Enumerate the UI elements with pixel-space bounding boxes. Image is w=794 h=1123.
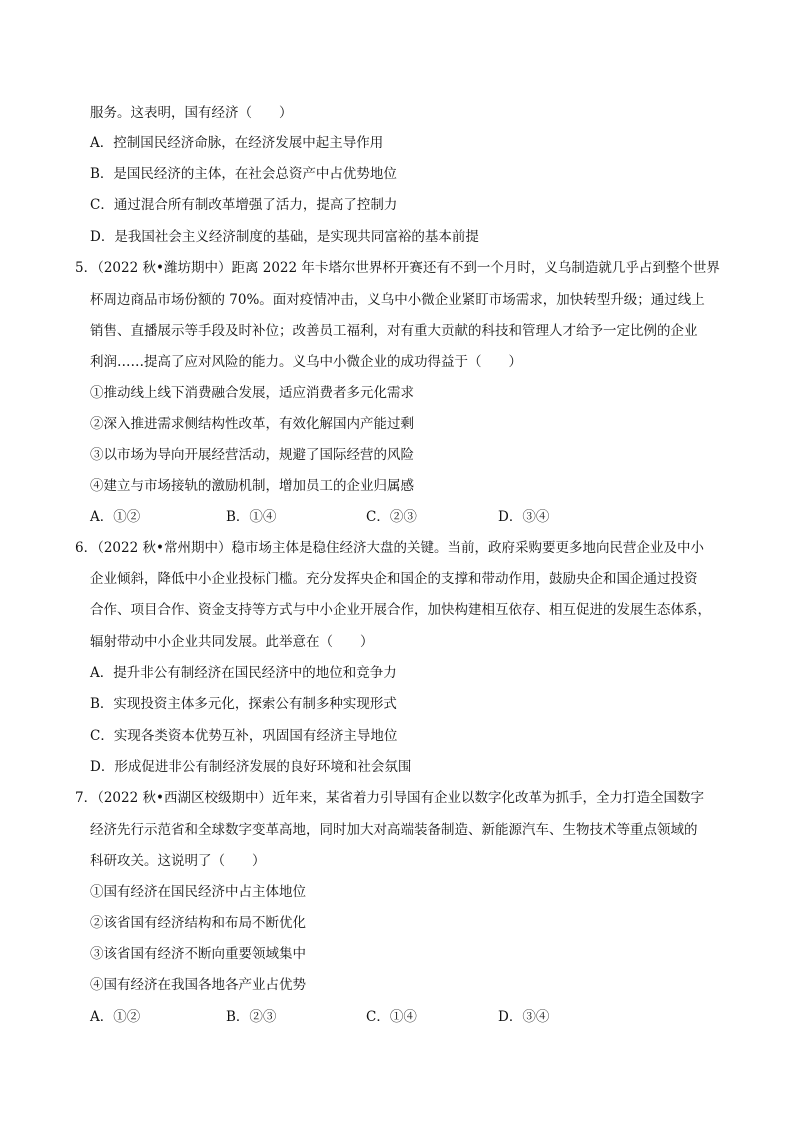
q4-option-d: D．是我国社会主义经济制度的基础，是实现共同富裕的基本前提 <box>90 229 479 245</box>
q6-stem-line-4: 辐射带动中小企业共同发展。此举意在（ ） <box>90 634 374 650</box>
q7-item-1: ①国有经济在国民经济中占主体地位 <box>90 884 306 900</box>
q6-option-c: C．实现各类资本优势互补，巩固国有经济主导地位 <box>90 728 398 744</box>
q7-stem-line-1: 7．（2022 秋•西湖区校级期中）近年来，某省着力引导国有企业以数字化改革为抓手，全力打造全国数字 <box>75 790 704 806</box>
q6-stem-line-2: 企业倾斜，降低中小企业投标门槛。充分发挥央企和国企的支撑和带动作用，鼓励央企和国企通过投资 <box>90 571 698 587</box>
q4-option-b: B．是国民经济的主体，在社会总资产中占优势地位 <box>90 166 397 182</box>
q5-stem-line-4: 利润……提高了应对风险的能力。义乌中小微企业的成功得益于（ ） <box>90 354 522 370</box>
q5-option-c: C．②③ <box>366 509 417 525</box>
q7-option-a: A．①② <box>90 1009 141 1025</box>
q5-item-3: ③以市场为导向开展经营活动，规避了国际经营的风险 <box>90 447 414 463</box>
q5-options <box>90 507 730 527</box>
q5-stem-line-1: 5．（2022 秋•潍坊期中）距离 2022 年卡塔尔世界杯开赛还有不到一个月时，义乌制造就几乎占到整个世界 <box>75 260 720 276</box>
q7-options <box>90 1007 730 1027</box>
q7-stem-line-2: 经济先行示范省和全球数字变革高地，同时加大对高端装备制造、新能源汽车、生物技术等重点领域的 <box>90 822 698 838</box>
q7-stem-line-3: 科研攻关。这说明了（ ） <box>90 853 266 869</box>
q7-option-d: D．③④ <box>498 1009 550 1025</box>
q5-option-d: D．③④ <box>498 509 550 525</box>
q5-item-4: ④建立与市场接轨的激励机制，增加员工的企业归属感 <box>90 478 414 494</box>
q7-item-3: ③该省国有经济不断向重要领域集中 <box>90 946 306 962</box>
q4-option-c: C．通过混合所有制改革增强了活力，提高了控制力 <box>90 197 398 213</box>
q6-stem-line-3: 合作、项目合作、资金支持等方式与中小企业开展合作，加快构建相互依存、相互促进的发展生态体系， <box>90 602 711 618</box>
q5-stem-line-2: 杯周边商品市场份额的 70%。面对疫情冲击，义乌中小微企业紧盯市场需求，加快转型升级；通过线上 <box>90 292 705 308</box>
q5-option-a: A．①② <box>90 509 141 525</box>
q5-item-2: ②深入推进需求侧结构性改革，有效化解国内产能过剩 <box>90 416 414 432</box>
q6-stem-line-1: 6．（2022 秋•常州期中）稳市场主体是稳住经济大盘的关键。当前，政府采购要更多地向民营企业及中小 <box>75 540 704 556</box>
q6-option-b: B．实现投资主体多元化，探索公有制多种实现形式 <box>90 696 397 712</box>
q6-option-d: D．形成促进非公有制经济发展的良好环境和社会氛围 <box>90 759 412 775</box>
q6-option-a: A．提升非公有制经济在国民经济中的地位和竞争力 <box>90 665 397 681</box>
q4-stem-tail: 服务。这表明，国有经济（ ） <box>90 105 293 121</box>
q7-option-c: C．①④ <box>366 1009 417 1025</box>
q5-stem-line-3: 销售、直播展示等手段及时补位；改善员工福利，对有重大贡献的科技和管理人才给予一定比例的企业 <box>90 323 698 339</box>
q7-option-b: B．②③ <box>226 1009 277 1025</box>
q7-item-4: ④国有经济在我国各地各产业占优势 <box>90 977 306 993</box>
q5-item-1: ①推动线上线下消费融合发展，适应消费者多元化需求 <box>90 385 414 401</box>
q7-item-2: ②该省国有经济结构和布局不断优化 <box>90 915 306 931</box>
q5-option-b: B．①④ <box>226 509 277 525</box>
q4-option-a: A．控制国民经济命脉，在经济发展中起主导作用 <box>90 135 384 151</box>
